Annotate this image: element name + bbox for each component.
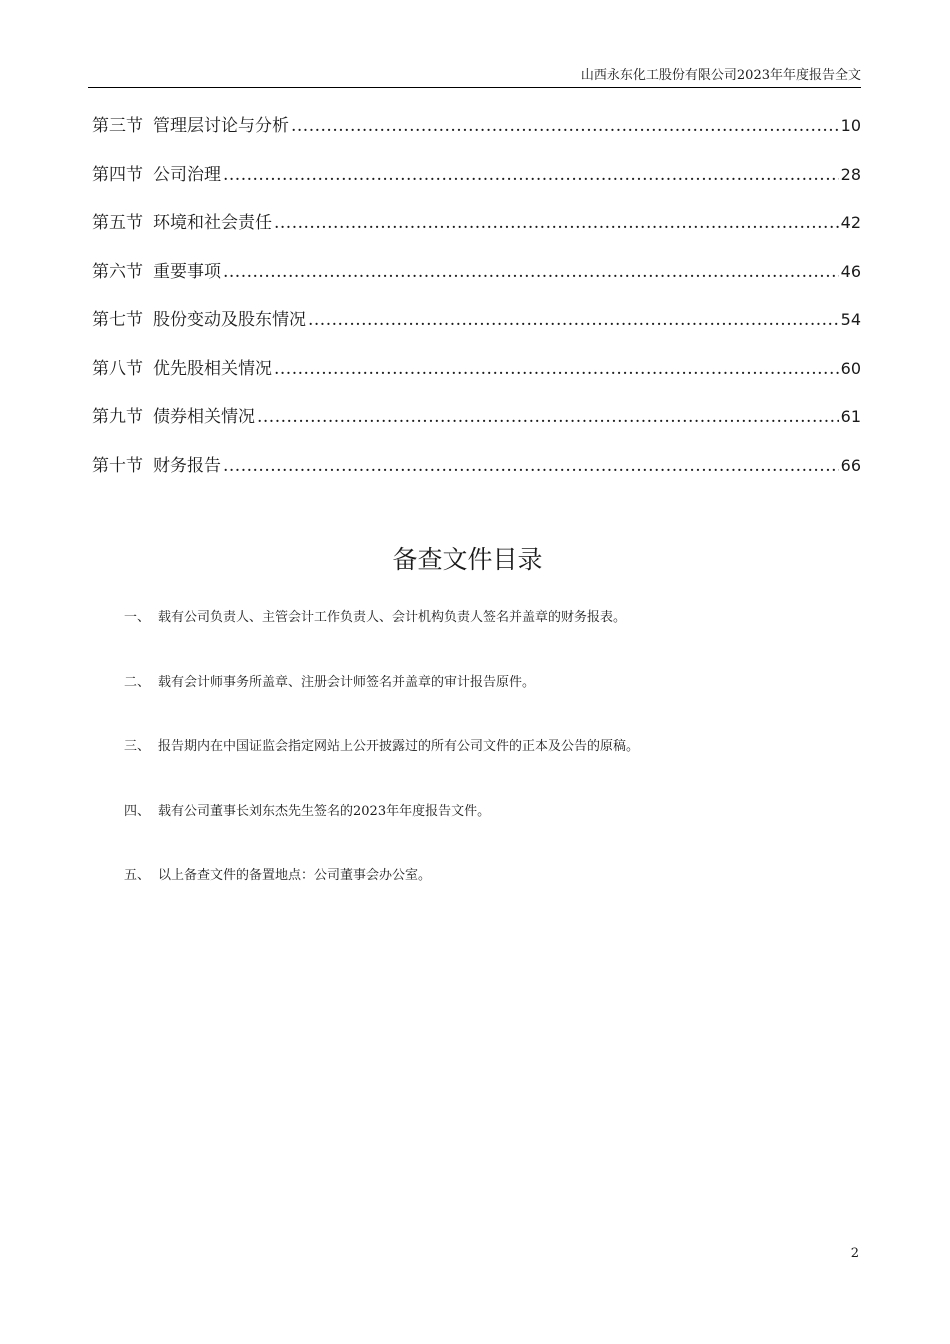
toc-dot-leader (223, 258, 839, 286)
toc-dot-leader (274, 209, 839, 237)
list-item-text: 载有会计师事务所盖章、注册会计师签名并盖章的审计报告原件。 (158, 674, 536, 690)
toc-section-number: 第六节 (92, 261, 143, 282)
toc-page-number: 10 (840, 116, 861, 135)
toc-entry[interactable] (92, 258, 861, 307)
list-item (124, 864, 824, 929)
toc-section-number: 第五节 (92, 213, 143, 233)
list-item-text: 报告期内在中国证监会指定网站上公开披露过的所有公司文件的正本及公告的原稿。 (158, 739, 640, 754)
toc-section-title: 优先股相关情况 (153, 358, 272, 379)
list-item (124, 671, 824, 736)
toc-section-title: 财务报告 (153, 455, 221, 476)
list-item-number: 四、 (124, 803, 151, 819)
toc-section-number: 第四节 (92, 164, 143, 185)
toc-dot-leader (291, 112, 839, 140)
toc-dot-leader (223, 452, 839, 480)
toc-section-title: 股份变动及股东情况 (153, 310, 306, 330)
toc-section-number: 第十节 (92, 455, 143, 476)
toc-section-number: 第三节 (92, 116, 143, 136)
toc-page-number: 54 (840, 310, 861, 329)
list-item-text: 以上备查文件的备置地点：公司董事会办公室。 (158, 868, 432, 883)
toc-page-number: 66 (840, 455, 861, 475)
list-item-number: 二、 (124, 674, 151, 690)
list-item (124, 606, 824, 671)
list-item-number: 一、 (124, 610, 151, 625)
toc-dot-leader (223, 161, 839, 189)
toc-page-number: 42 (840, 213, 861, 232)
toc-page-number: 61 (840, 407, 861, 426)
list-item-number: 三、 (124, 739, 151, 754)
toc-page-number: 46 (840, 261, 861, 281)
toc-section-number: 第八节 (92, 358, 143, 379)
list-item-text: 载有公司董事长刘东杰先生签名的2023年年度报告文件。 (158, 803, 491, 819)
reference-docs-title: 备查文件目录 (392, 545, 543, 574)
toc-section-number: 第七节 (92, 310, 143, 330)
toc-section-number: 第九节 (92, 407, 143, 427)
toc-dot-leader (257, 403, 839, 431)
toc-page-number: 28 (840, 164, 861, 184)
toc-entry[interactable] (92, 112, 861, 161)
list-item (124, 735, 824, 800)
toc-section-title: 环境和社会责任 (153, 213, 272, 233)
table-of-contents (92, 112, 861, 500)
page-number: 2 (850, 1246, 859, 1261)
list-item (124, 800, 824, 865)
toc-entry[interactable] (92, 161, 861, 210)
toc-dot-leader (308, 306, 839, 334)
toc-section-title: 重要事项 (153, 261, 221, 282)
toc-section-title: 公司治理 (153, 164, 221, 185)
header-title: 山西永东化工股份有限公司2023年年度报告全文 (580, 68, 861, 83)
reference-docs-list (124, 606, 824, 929)
toc-section-title: 债券相关情况 (153, 407, 255, 427)
toc-entry[interactable] (92, 209, 861, 258)
toc-entry[interactable] (92, 403, 861, 452)
toc-page-number: 60 (840, 358, 861, 378)
list-item-number: 五、 (124, 868, 151, 883)
page-header (88, 68, 861, 88)
toc-entry[interactable] (92, 306, 861, 355)
toc-section-title: 管理层讨论与分析 (153, 116, 289, 136)
list-item-text: 载有公司负责人、主管会计工作负责人、会计机构负责人签名并盖章的财务报表。 (158, 610, 627, 625)
toc-dot-leader (274, 355, 839, 383)
toc-entry[interactable] (92, 355, 861, 404)
toc-entry[interactable] (92, 452, 861, 501)
